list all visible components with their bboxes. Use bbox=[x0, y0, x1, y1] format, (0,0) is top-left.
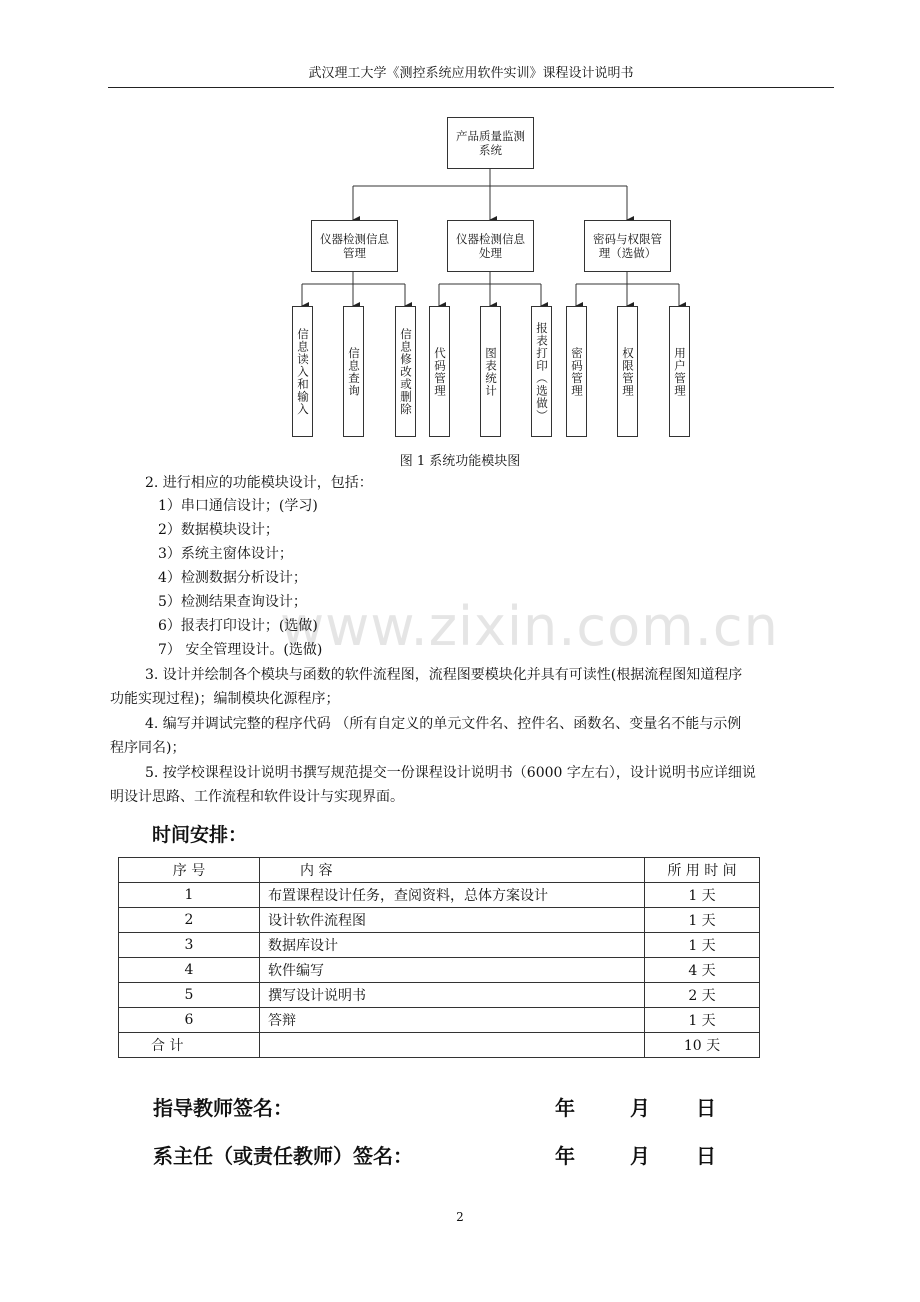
diagram-leaf-password-management bbox=[566, 306, 587, 437]
head-month-label: 月 bbox=[630, 1144, 650, 1168]
item-5-line-1: 5. 按学校课程设计说明书撰写规范提交一份课程设计说明书（6000 字左右），设计说明书应详细说 bbox=[145, 765, 756, 781]
item-2-text: 2. 进行相应的功能模块设计，包括： bbox=[145, 475, 373, 491]
column-header-time: 所 用 时 间 bbox=[645, 858, 760, 883]
column-header-number: 序 号 bbox=[119, 858, 260, 883]
table-header-row bbox=[119, 858, 760, 883]
figure-caption: 图 1 系统功能模块图 bbox=[399, 454, 521, 469]
item-4-line-1: 4. 编写并调试完整的程序代码 （所有自定义的单元文件名、控件名、函数名、变量名不能与示例 bbox=[145, 716, 742, 732]
subitem-2: 2）数据模块设计； bbox=[158, 522, 279, 538]
leaf-label: 权限管理 bbox=[621, 346, 635, 397]
diagram-leaf-user-management bbox=[669, 306, 690, 437]
row-content: 软件编写 bbox=[260, 958, 645, 983]
row-content: 布置课程设计任务，查阅资料，总体方案设计 bbox=[260, 883, 645, 908]
diagram-node-instrument-info-management: 仪器检测信息 管理 bbox=[311, 220, 398, 272]
diagram-leaf-info-input bbox=[292, 306, 313, 437]
head-year-label: 年 bbox=[555, 1144, 575, 1168]
row-time: 4 天 bbox=[645, 958, 760, 983]
subitem-3: 3）系统主窗体设计； bbox=[158, 546, 293, 562]
row-content: 数据库设计 bbox=[260, 933, 645, 958]
leaf-label: 代码管理 bbox=[433, 346, 447, 397]
row-time: 1 天 bbox=[645, 883, 760, 908]
table-total-row bbox=[119, 1033, 760, 1058]
row-content: 撰写设计说明书 bbox=[260, 983, 645, 1008]
schedule-heading: 时间安排： bbox=[152, 824, 248, 846]
item-5-line-2: 明设计思路、工作流程和软件设计与实现界面。 bbox=[110, 789, 404, 805]
row-time: 1 天 bbox=[645, 933, 760, 958]
page-number: 2 bbox=[456, 1210, 464, 1224]
advisor-day-label: 日 bbox=[696, 1096, 716, 1120]
subitem-4: 4）检测数据分析设计； bbox=[158, 570, 307, 586]
row-time: 1 天 bbox=[645, 908, 760, 933]
advisor-year-label: 年 bbox=[555, 1096, 575, 1120]
row-number: 4 bbox=[119, 958, 260, 983]
diagram-leaf-permission-management bbox=[617, 306, 638, 437]
diagram-node-instrument-info-processing: 仪器检测信息 处理 bbox=[447, 220, 534, 272]
page-header: 武汉理工大学《测控系统应用软件实训》课程设计说明书 bbox=[108, 62, 834, 88]
row-number: 6 bbox=[119, 1008, 260, 1033]
total-label: 合 计 bbox=[119, 1033, 260, 1058]
row-number: 2 bbox=[119, 908, 260, 933]
watermark: www.zixin.com.cn bbox=[280, 595, 779, 658]
subitem-7: 7） 安全管理设计。(选做) bbox=[158, 642, 323, 658]
leaf-label: 报表打印（选做） bbox=[535, 321, 549, 422]
column-header-content: 内 容 bbox=[260, 858, 645, 883]
row-content: 设计软件流程图 bbox=[260, 908, 645, 933]
row-time: 1 天 bbox=[645, 1008, 760, 1033]
row-number: 5 bbox=[119, 983, 260, 1008]
advisor-signature-label: 指导教师签名： bbox=[153, 1096, 293, 1120]
total-time: 10 天 bbox=[645, 1033, 760, 1058]
row-content: 答辩 bbox=[260, 1008, 645, 1033]
diagram-leaf-code-management bbox=[429, 306, 450, 437]
table-row bbox=[119, 908, 760, 933]
table-row bbox=[119, 883, 760, 908]
schedule-table bbox=[118, 857, 760, 1058]
item-4-line-2: 程序同名)； bbox=[110, 740, 186, 756]
subitem-6: 6）报表打印设计；(选做) bbox=[158, 618, 318, 634]
table-row bbox=[119, 958, 760, 983]
row-number: 3 bbox=[119, 933, 260, 958]
head-day-label: 日 bbox=[696, 1144, 716, 1168]
leaf-label: 用户管理 bbox=[673, 346, 687, 397]
leaf-label: 图表统计 bbox=[484, 346, 498, 397]
row-time: 2 天 bbox=[645, 983, 760, 1008]
advisor-month-label: 月 bbox=[630, 1096, 650, 1120]
diagram-node-password-permission: 密码与权限管 理（选做） bbox=[584, 220, 671, 272]
row-number: 1 bbox=[119, 883, 260, 908]
item-3-line-1: 3. 设计并绘制各个模块与函数的软件流程图，流程图要模块化并具有可读性(根据流程图知道程序 bbox=[145, 667, 743, 683]
leaf-label: 信息修改或删除 bbox=[399, 327, 413, 416]
leaf-label: 信息查询 bbox=[347, 346, 361, 397]
diagram-leaf-info-query bbox=[343, 306, 364, 437]
total-content bbox=[260, 1033, 645, 1058]
item-3-line-2: 功能实现过程)；编制模块化源程序； bbox=[110, 691, 340, 707]
leaf-label: 密码管理 bbox=[570, 346, 584, 397]
table-row bbox=[119, 933, 760, 958]
diagram-leaf-report-print bbox=[531, 306, 552, 437]
diagram-leaf-info-edit-delete bbox=[395, 306, 416, 437]
subitem-5: 5）检测结果查询设计； bbox=[158, 594, 307, 610]
table-row bbox=[119, 1008, 760, 1033]
head-signature-label: 系主任（或责任教师）签名： bbox=[153, 1144, 413, 1168]
subitem-1: 1）串口通信设计；(学习) bbox=[158, 498, 318, 514]
diagram-root-node: 产品质量监测 系统 bbox=[447, 117, 534, 169]
leaf-label: 信息读入和输入 bbox=[296, 327, 310, 416]
diagram-leaf-chart-statistics bbox=[480, 306, 501, 437]
table-row bbox=[119, 983, 760, 1008]
